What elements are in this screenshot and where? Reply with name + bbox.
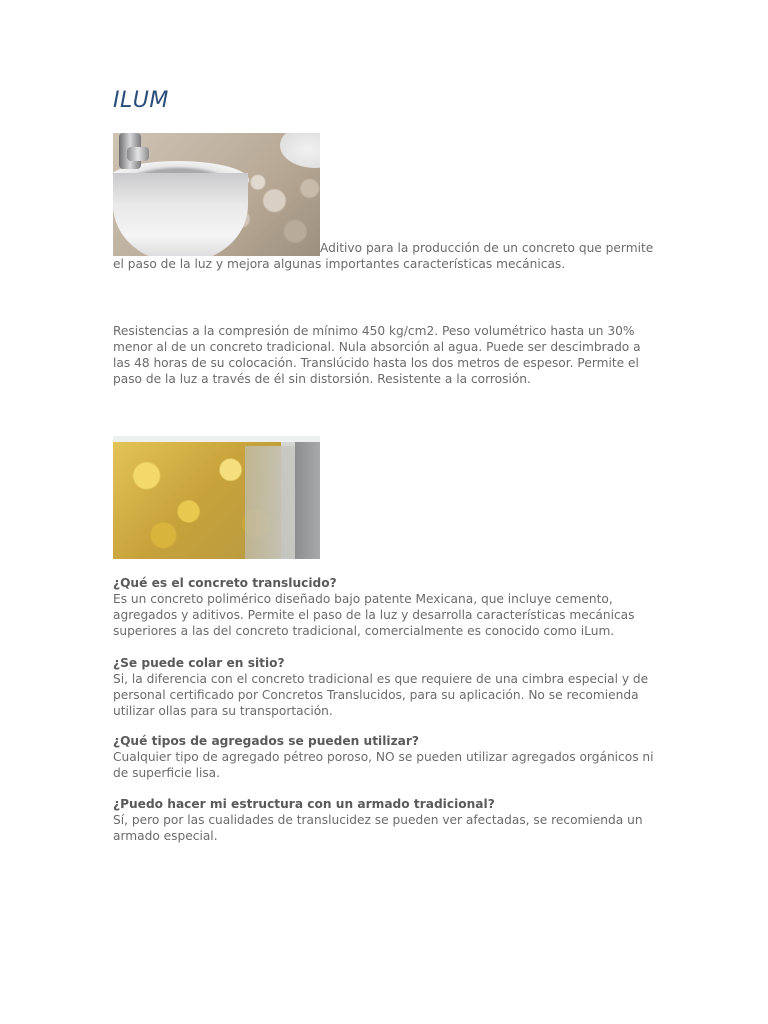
intro-text: Aditivo para la producción de un concreto que permite el paso de la luz y mejora algunas importantes características mecánicas.: [113, 241, 654, 271]
faq-item: [113, 733, 658, 781]
resistances-paragraph: Resistencias a la compresión de mínimo 450 kg/cm2. Peso volumétrico hasta un 30% menor al de un concreto tradicional. Nula absorción al agua. Puede ser descimbrado a las 48 horas de su colocación. Translúcido hasta los dos metros de espesor. Permite el paso de la luz a través de él sin distorsión. Resistente a la corrosión.: [113, 324, 641, 386]
faq-answer: Cualquier tipo de agregado pétreo poroso, NO se pueden utilizar agregados orgánicos ni de superficie lisa.: [113, 750, 654, 780]
faq-answer: Es un concreto polimérico diseñado bajo patente Mexicana, que incluye cemento, agregados y aditivos. Permite el paso de la luz y desarrolla características mecánicas superiores a las del concreto tradicional, comercialmente es conocido como iLum.: [113, 592, 635, 638]
faq-question: ¿Puedo hacer mi estructura con un armado tradicional?: [113, 797, 495, 811]
intro-paragraph: [113, 133, 658, 272]
faq-question: ¿Se puede colar en sitio?: [113, 656, 285, 670]
faq-item: [113, 796, 658, 844]
faq-answer: Si, la diferencia con el concreto tradicional es que requiere de una cimbra especial y de personal certificado por Concretos Translucidos, para su aplicación. No se recomienda utilizar ollas para su transportación.: [113, 672, 649, 718]
translucent-concrete-photo: [113, 436, 320, 559]
faq-question: ¿Qué es el concreto translucido?: [113, 576, 337, 590]
sink-photo: [113, 133, 320, 256]
faq-item: [113, 575, 658, 639]
faq-item: [113, 655, 658, 719]
document-title: ILUM: [113, 88, 169, 113]
faq-answer: Sí, pero por las cualidades de translucidez se pueden ver afectadas, se recomienda un armado especial.: [113, 813, 643, 843]
faq-question: ¿Qué tipos de agregados se pueden utilizar?: [113, 734, 419, 748]
